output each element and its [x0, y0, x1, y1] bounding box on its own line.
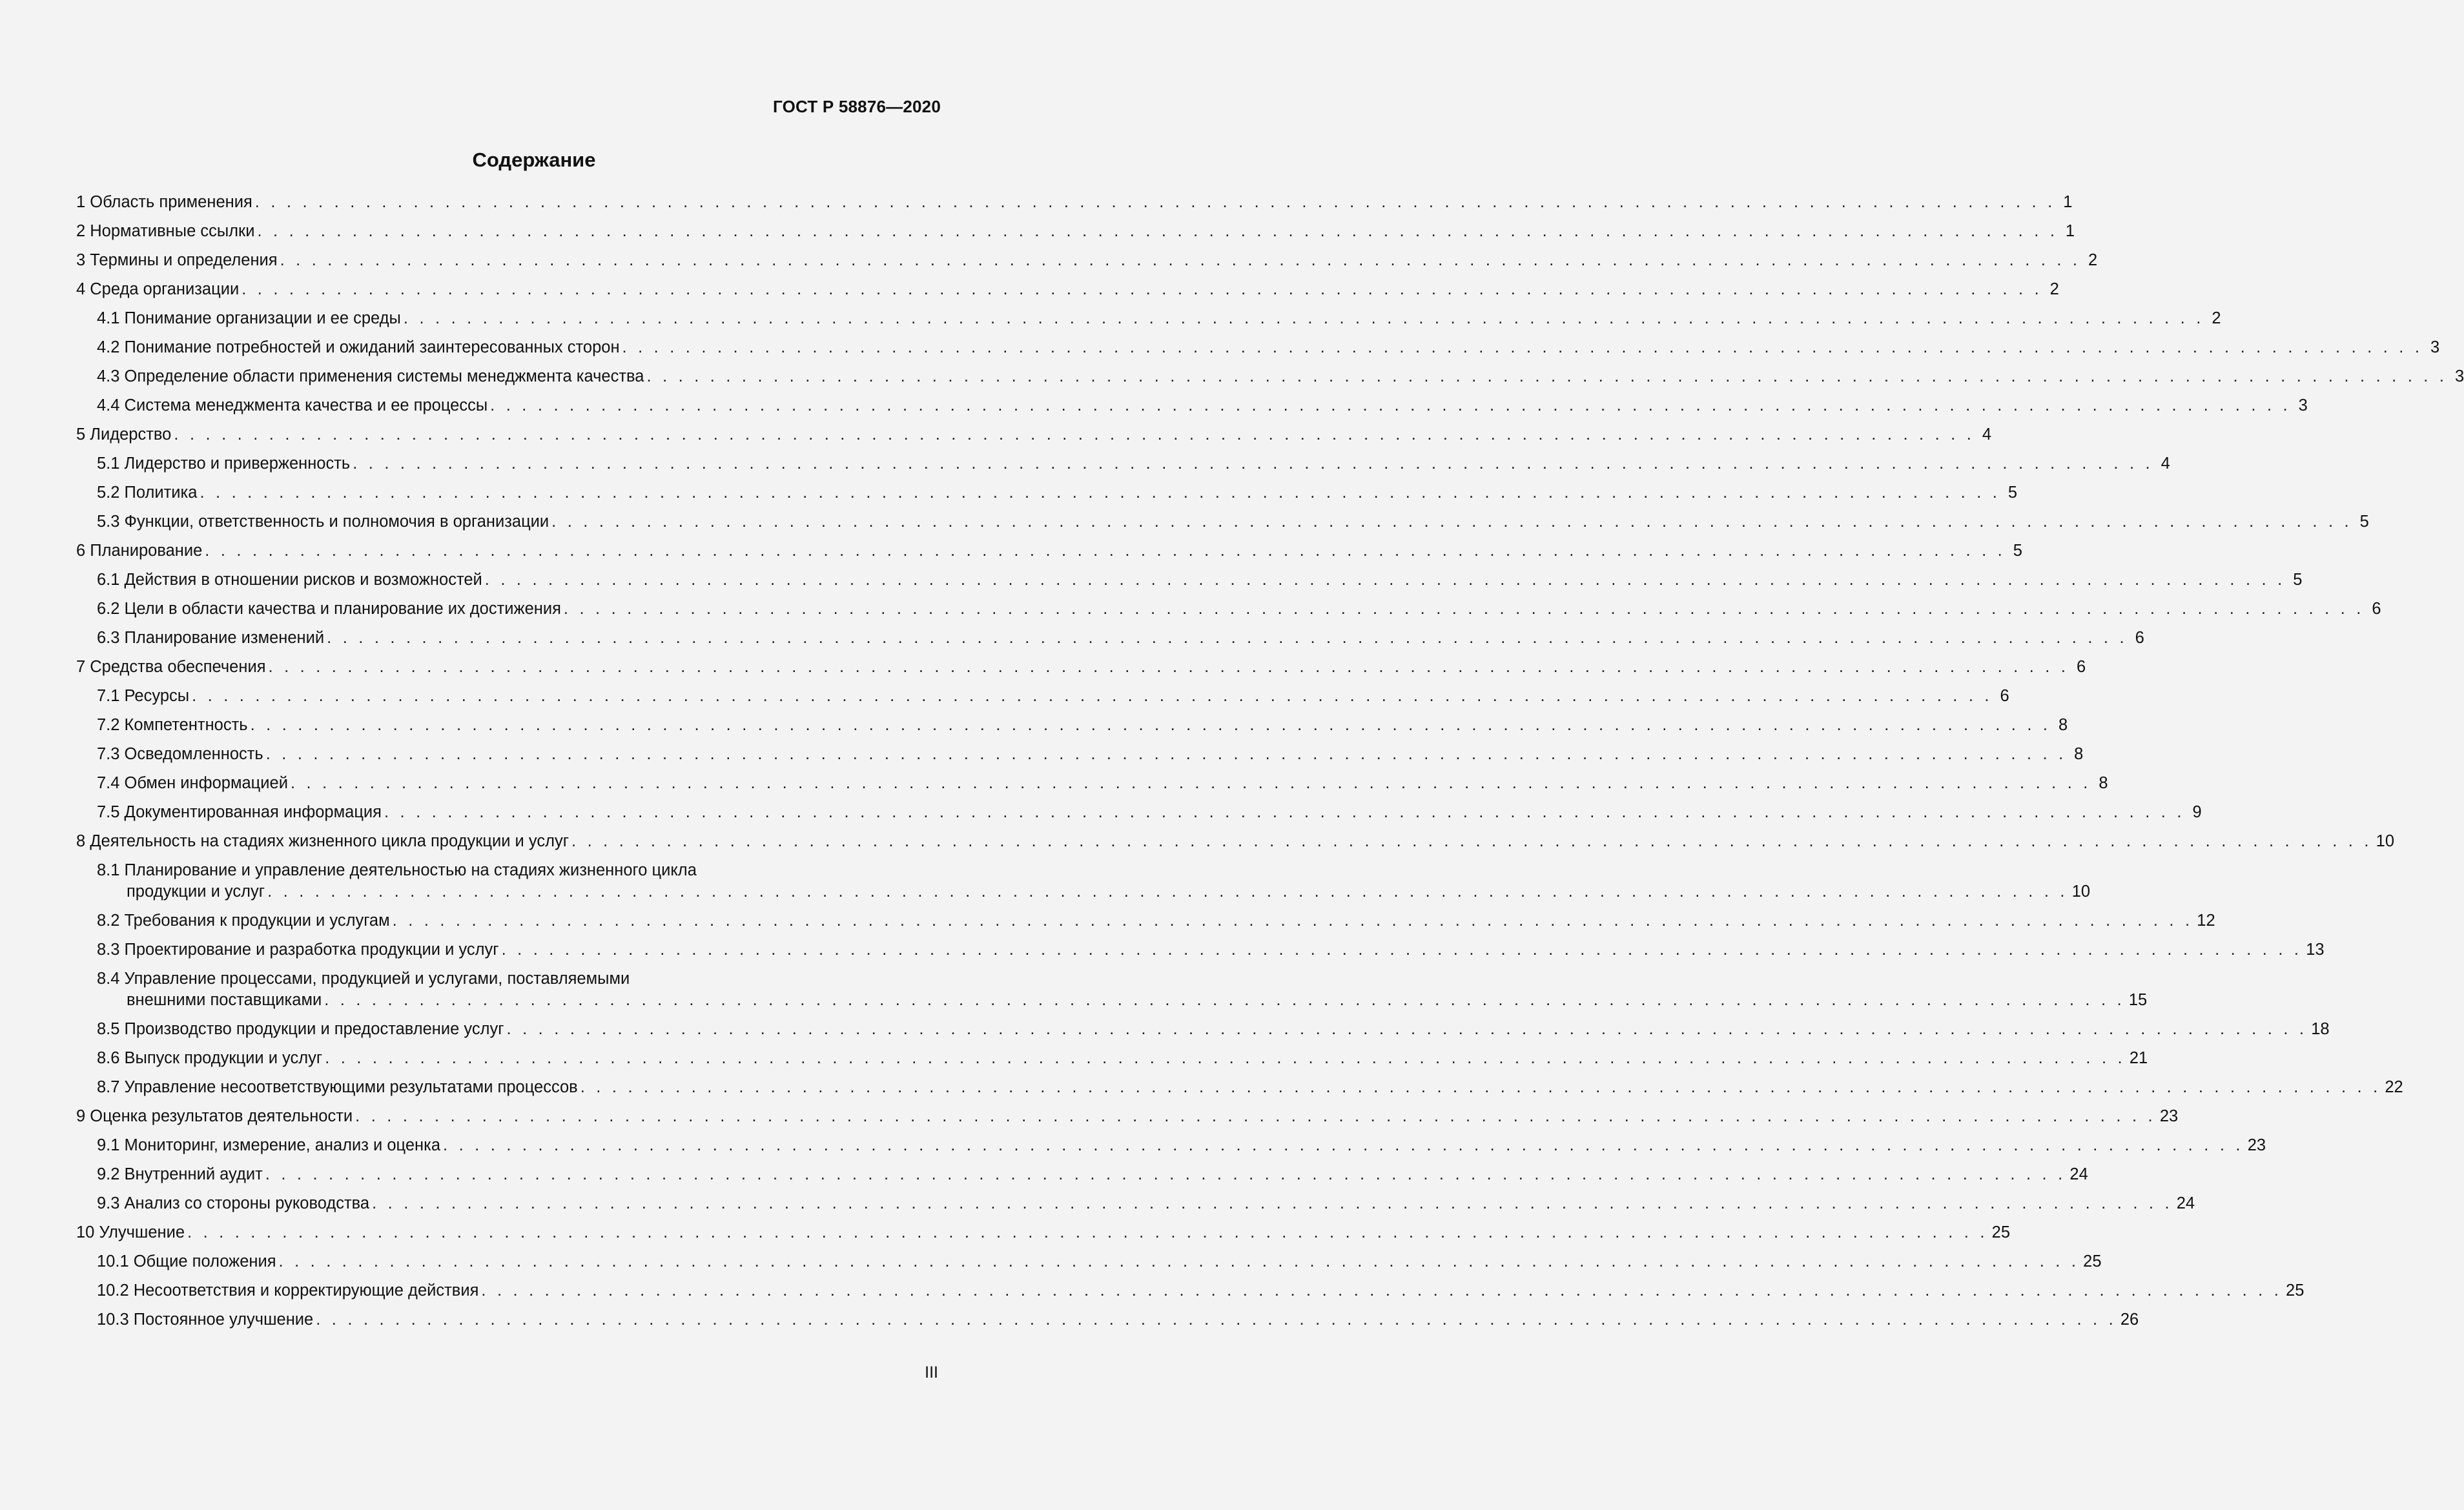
- toc-entry-title: 9.1 Мониторинг, измерение, анализ и оценка: [97, 1136, 441, 1154]
- toc-entry-page: 21: [2129, 1049, 2148, 1067]
- toc-entry-title: 8.1 Планирование и управление деятельностью на стадиях жизненного цикла: [97, 861, 697, 879]
- toc-entry-title: 5.2 Политика: [97, 484, 198, 502]
- dot-leader: . . . . . . . . . . . . . . . . . . . . . . . . . . . . . . . . . . . . . . . . . . . . . . . . . . . . . . . . . . . . . . . . . . . . . . . . . . . . . . . . . . . . . . . . . . . . . . . . . . . . . . . . . . . . . . . . . .: [267, 883, 2068, 901]
- dot-leader: . . . . . . . . . . . . . . . . . . . . . . . . . . . . . . . . . . . . . . . . . . . . . . . . . . . . . . . . . . . . . . . . . . . . . . . . . . . . . . . . . . . . . . . . . . . . . . . . . . . . . . . . . . . . . . . . . .: [257, 222, 2058, 240]
- dot-leader: . . . . . . . . . . . . . . . . . . . . . . . . . . . . . . . . . . . . . . . . . . . . . . . . . . . . . . . . . . . . . . . . . . . . . . . . . . . . . . . . . . . . . . . . . . . . . . . . . . . . . . . . . . . . . . . . . .: [192, 687, 1993, 705]
- dot-leader: . . . . . . . . . . . . . . . . . . . . . . . . . . . . . . . . . . . . . . . . . . . . . . . . . . . . . . . . . . . . . . . . . . . . . . . . . . . . . . . . . . . . . . . . . . . . . . . . . . . . . . . . . . . . . . . . . .: [353, 454, 2153, 473]
- toc-title: Содержание: [472, 148, 596, 171]
- dot-leader: . . . . . . . . . . . . . . . . . . . . . . . . . . . . . . . . . . . . . . . . . . . . . . . . . . . . . . . . . . . . . . . . . . . . . . . . . . . . . . . . . . . . . . . . . . . . . . . . . . . . . . . . . . . . . . . . . .: [563, 600, 2365, 618]
- dot-leader: . . . . . . . . . . . . . . . . . . . . . . . . . . . . . . . . . . . . . . . . . . . . . . . . . . . . . . . . . . . . . . . . . . . . . . . . . . . . . . . . . . . . . . . . . . . . . . . . . . . . . . . . . . . . . . . . . .: [174, 425, 1975, 444]
- toc-entry-title: 8.5 Производство продукции и предоставление услуг: [97, 1020, 504, 1038]
- dot-leader: . . . . . . . . . . . . . . . . . . . . . . . . . . . . . . . . . . . . . . . . . . . . . . . . . . . . . . . . . . . . . . . . . . . . . . . . . . . . . . . . . . . . . . . . . . . . . . . . . . . . . . . . . . . . . . . . . .: [187, 1223, 1988, 1241]
- dot-leader: . . . . . . . . . . . . . . . . . . . . . . . . . . . . . . . . . . . . . . . . . . . . . . . . . . . . . . . . . . . . . . . . . . . . . . . . . . . . . . . . . . . . . . . . . . . . . . . . . . . . . . . . . . . . . . . . . .: [241, 280, 2042, 298]
- dot-leader: . . . . . . . . . . . . . . . . . . . . . . . . . . . . . . . . . . . . . . . . . . . . . . . . . . . . . . . . . . . . . . . . . . . . . . . . . . . . . . . . . . . . . . . . . . . . . . . . . . . . . . . . . . . . . . . . . .: [316, 1311, 2117, 1329]
- toc-entry[interactable]: [76, 744, 2084, 765]
- dot-leader: . . . . . . . . . . . . . . . . . . . . . . . . . . . . . . . . . . . . . . . . . . . . . . . . . . . . . . . . . . . . . . . . . . . . . . . . . . . . . . . . . . . . . . . . . . . . . . . . . . . . . . . . . . . . . . . . . .: [268, 658, 2069, 676]
- toc-entry-page: 2: [2212, 309, 2221, 327]
- toc-entry[interactable]: [76, 831, 2395, 852]
- page-number: III: [925, 1363, 938, 1382]
- toc-entry[interactable]: [76, 424, 1992, 445]
- dot-leader: . . . . . . . . . . . . . . . . . . . . . . . . . . . . . . . . . . . . . . . . . . . . . . . . . . . . . . . . . . . . . . . . . . . . . . . . . . . . . . . . . . . . . . . . . . . . . . . . . . . . . . . . . . . . . . . . . .: [290, 774, 2091, 792]
- toc-entry-title: 4.1 Понимание организации и ее среды: [97, 309, 401, 327]
- toc-entry-title: 6 Планирование: [76, 542, 203, 560]
- dot-leader: . . . . . . . . . . . . . . . . . . . . . . . . . . . . . . . . . . . . . . . . . . . . . . . . . . . . . . . . . . . . . . . . . . . . . . . . . . . . . . . . . . . . . . . . . . . . . . . . . . . . . . . . . . . . . . . . . .: [355, 1107, 2156, 1125]
- toc-entry-page: 8: [2099, 774, 2108, 792]
- toc-entry-page: 1: [2065, 222, 2075, 240]
- toc-entry[interactable]: [76, 337, 2440, 358]
- toc-entry[interactable]: [76, 1135, 2266, 1156]
- toc-entry-page: 6: [2372, 600, 2381, 618]
- toc-entry-title-continuation: продукции и услуг: [127, 883, 265, 901]
- toc-entry-page: 2: [2049, 280, 2059, 298]
- toc-entry-page: 5: [2007, 484, 2018, 502]
- toc-entry-title: 7.2 Компетентность: [97, 716, 248, 734]
- toc-entry-page: 6: [2076, 658, 2086, 676]
- toc-entry-title: 10.3 Постоянное улучшение: [97, 1311, 314, 1329]
- toc-entry-page: 25: [2286, 1281, 2305, 1300]
- toc-entry-title: 2 Нормативные ссылки: [76, 222, 255, 240]
- dot-leader: . . . . . . . . . . . . . . . . . . . . . . . . . . . . . . . . . . . . . . . . . . . . . . . . . . . . . . . . . . . . . . . . . . . . . . . . . . . . . . . . . . . . . . . . . . . . . . . . . . . . . . . . . . . . . . . . . .: [484, 571, 2286, 589]
- toc-entry-title: 8.6 Выпуск продукции и услуг: [97, 1049, 323, 1067]
- toc-entry-title: 6.2 Цели в области качества и планирование их достижения: [97, 600, 561, 618]
- document-code: ГОСТ Р 58876—2020: [773, 97, 941, 116]
- toc-entry-title: 9.3 Анализ со стороны руководства: [97, 1194, 370, 1212]
- toc-entry-title: 5.3 Функции, ответственность и полномочия в организации: [97, 513, 549, 531]
- toc-entry[interactable]: [76, 395, 2308, 416]
- toc-entry-page: 23: [2247, 1136, 2266, 1154]
- toc-entry-page: 10: [2071, 883, 2091, 901]
- toc-entry[interactable]: [76, 308, 2221, 329]
- dot-leader: . . . . . . . . . . . . . . . . . . . . . . . . . . . . . . . . . . . . . . . . . . . . . . . . . . . . . . . . . . . . . . . . . . . . . . . . . . . . . . . . . . . . . . . . . . . . . . . . . . . . . . . . . . . . . . . . . .: [392, 912, 2193, 930]
- toc-entry-title: 10 Улучшение: [76, 1223, 185, 1241]
- toc-entry-page: 6: [2000, 687, 2009, 705]
- table-of-contents: [76, 192, 2464, 1338]
- toc-entry[interactable]: [76, 860, 2091, 903]
- dot-leader: . . . . . . . . . . . . . . . . . . . . . . . . . . . . . . . . . . . . . . . . . . . . . . . . . . . . . . . . . . . . . . . . . . . . . . . . . . . . . . . . . . . . . . . . . . . . . . . . . . . . . . . . . . . . . . . . . .: [324, 991, 2125, 1009]
- toc-entry[interactable]: [76, 366, 2464, 387]
- toc-entry-title: 7 Средства обеспечения: [76, 658, 266, 676]
- toc-entry[interactable]: [76, 773, 2108, 794]
- toc-entry[interactable]: [76, 192, 2073, 213]
- dot-leader: . . . . . . . . . . . . . . . . . . . . . . . . . . . . . . . . . . . . . . . . . . . . . . . . . . . . . . . . . . . . . . . . . . . . . . . . . . . . . . . . . . . . . . . . . . . . . . . . . . . . . . . . . . . . . . . . . .: [278, 1252, 2080, 1270]
- toc-entry-title: 4.2 Понимание потребностей и ожиданий заинтересованных сторон: [97, 338, 620, 356]
- toc-entry-title: 5.1 Лидерство и приверженность: [97, 454, 351, 473]
- toc-entry[interactable]: [76, 910, 2215, 932]
- dot-leader: . . . . . . . . . . . . . . . . . . . . . . . . . . . . . . . . . . . . . . . . . . . . . . . . . . . . . . . . . . . . . . . . . . . . . . . . . . . . . . . . . . . . . . . . . . . . . . . . . . . . . . . . . . . . . . . . . .: [372, 1194, 2173, 1212]
- toc-entry-page: 4: [2161, 454, 2170, 473]
- toc-entry[interactable]: [76, 1193, 2195, 1214]
- toc-entry-title: 8.4 Управление процессами, продукцией и услугами, поставляемыми: [97, 970, 630, 988]
- toc-entry-title: 8 Деятельность на стадиях жизненного цикла продукции и услуг: [76, 832, 570, 850]
- toc-entry-page: 9: [2192, 803, 2202, 821]
- dot-leader: . . . . . . . . . . . . . . . . . . . . . . . . . . . . . . . . . . . . . . . . . . . . . . . . . . . . . . . . . . . . . . . . . . . . . . . . . . . . . . . . . . . . . . . . . . . . . . . . . . . . . . . . . . . . . . . . . .: [265, 1165, 2066, 1183]
- toc-entry-title: 8.2 Требования к продукции и услугам: [97, 912, 390, 930]
- toc-entry[interactable]: [76, 715, 2068, 736]
- toc-entry-page: 2: [2088, 251, 2098, 269]
- toc-entry[interactable]: [76, 627, 2144, 649]
- toc-entry-page: 5: [2293, 571, 2303, 589]
- toc-entry-page: 25: [1991, 1223, 2011, 1241]
- toc-entry[interactable]: [76, 657, 2086, 678]
- toc-entry-page: 13: [2306, 941, 2325, 959]
- toc-entry[interactable]: [76, 598, 2381, 620]
- toc-entry[interactable]: [76, 569, 2303, 591]
- toc-entry-page: 18: [2311, 1020, 2330, 1038]
- dot-leader: . . . . . . . . . . . . . . . . . . . . . . . . . . . . . . . . . . . . . . . . . . . . . . . . . . . . . . . . . . . . . . . . . . . . . . . . . . . . . . . . . . . . . . . . . . . . . . . . . . . . . . . . . . . . . . . . . .: [622, 338, 2423, 356]
- toc-entry-page: 24: [2176, 1194, 2195, 1212]
- toc-entry-title: 10.1 Общие положения: [97, 1252, 276, 1270]
- toc-entry-page: 6: [2135, 629, 2144, 647]
- toc-entry-title-continuation: внешними поставщиками: [127, 991, 322, 1009]
- toc-entry-page: 4: [1982, 425, 1992, 444]
- toc-entry-title: 8.3 Проектирование и разработка продукции и услуг: [97, 941, 499, 959]
- dot-leader: . . . . . . . . . . . . . . . . . . . . . . . . . . . . . . . . . . . . . . . . . . . . . . . . . . . . . . . . . . . . . . . . . . . . . . . . . . . . . . . . . . . . . . . . . . . . . . . . . . . . . . . . . . . . . . . . . .: [280, 251, 2081, 269]
- dot-leader: . . . . . . . . . . . . . . . . . . . . . . . . . . . . . . . . . . . . . . . . . . . . . . . . . . . . . . . . . . . . . . . . . . . . . . . . . . . . . . . . . . . . . . . . . . . . . . . . . . . . . . . . . . . . . . . . . .: [580, 1078, 2381, 1096]
- toc-entry-title: 8.7 Управление несоответствующими результатами процессов: [97, 1078, 578, 1096]
- toc-entry-page: 25: [2083, 1252, 2102, 1270]
- toc-entry[interactable]: [76, 1048, 2148, 1069]
- toc-entry-page: 26: [2120, 1311, 2139, 1329]
- toc-entry-page: 3: [2298, 396, 2308, 414]
- dot-leader: . . . . . . . . . . . . . . . . . . . . . . . . . . . . . . . . . . . . . . . . . . . . . . . . . . . . . . . . . . . . . . . . . . . . . . . . . . . . . . . . . . . . . . . . . . . . . . . . . . . . . . . . . . . . . . . . . .: [551, 513, 2352, 531]
- toc-entry[interactable]: [76, 1280, 2305, 1301]
- dot-leader: . . . . . . . . . . . . . . . . . . . . . . . . . . . . . . . . . . . . . . . . . . . . . . . . . . . . . . . . . . . . . . . . . . . . . . . . . . . . . . . . . . . . . . . . . . . . . . . . . . . . . . . . . . . . . . . . . .: [403, 309, 2204, 327]
- dot-leader: . . . . . . . . . . . . . . . . . . . . . . . . . . . . . . . . . . . . . . . . . . . . . . . . . . . . . . . . . . . . . . . . . . . . . . . . . . . . . . . . . . . . . . . . . . . . . . . . . . . . . . . . . . . . . . . . . .: [506, 1020, 2308, 1038]
- toc-entry-page: 3: [2454, 367, 2464, 385]
- dot-leader: . . . . . . . . . . . . . . . . . . . . . . . . . . . . . . . . . . . . . . . . . . . . . . . . . . . . . . . . . . . . . . . . . . . . . . . . . . . . . . . . . . . . . . . . . . . . . . . . . . . . . . . . . . . . . . . . . .: [443, 1136, 2244, 1154]
- toc-entry[interactable]: [76, 221, 2075, 242]
- toc-entry[interactable]: [76, 482, 2018, 504]
- toc-entry-title: 4.3 Определение области применения системы менеджмента качества: [97, 367, 644, 385]
- toc-entry[interactable]: [76, 939, 2325, 961]
- dot-leader: . . . . . . . . . . . . . . . . . . . . . . . . . . . . . . . . . . . . . . . . . . . . . . . . . . . . . . . . . . . . . . . . . . . . . . . . . . . . . . . . . . . . . . . . . . . . . . . . . . . . . . . . . . . . . . . . . .: [490, 396, 2291, 414]
- toc-entry[interactable]: [76, 279, 2059, 300]
- toc-entry-title: 7.1 Ресурсы: [97, 687, 190, 705]
- toc-entry-title: 7.3 Осведомленность: [97, 745, 263, 763]
- toc-entry-title: 4.4 Система менеджмента качества и ее процессы: [97, 396, 488, 414]
- toc-entry-title: 9.2 Внутренний аудит: [97, 1165, 263, 1183]
- toc-entry-page: 3: [2430, 338, 2440, 356]
- dot-leader: . . . . . . . . . . . . . . . . . . . . . . . . . . . . . . . . . . . . . . . . . . . . . . . . . . . . . . . . . . . . . . . . . . . . . . . . . . . . . . . . . . . . . . . . . . . . . . . . . . . . . . . . . . . . . . . . . .: [265, 745, 2067, 763]
- toc-entry-page: 23: [2159, 1107, 2179, 1125]
- toc-entry[interactable]: [76, 686, 2009, 707]
- dot-leader: . . . . . . . . . . . . . . . . . . . . . . . . . . . . . . . . . . . . . . . . . . . . . . . . . . . . . . . . . . . . . . . . . . . . . . . . . . . . . . . . . . . . . . . . . . . . . . . . . . . . . . . . . . . . . . . . . .: [646, 367, 2448, 385]
- toc-entry-page: 8: [2058, 716, 2068, 734]
- dot-leader: . . . . . . . . . . . . . . . . . . . . . . . . . . . . . . . . . . . . . . . . . . . . . . . . . . . . . . . . . . . . . . . . . . . . . . . . . . . . . . . . . . . . . . . . . . . . . . . . . . . . . . . . . . . . . . . . . .: [205, 542, 2006, 560]
- dot-leader: . . . . . . . . . . . . . . . . . . . . . . . . . . . . . . . . . . . . . . . . . . . . . . . . . . . . . . . . . . . . . . . . . . . . . . . . . . . . . . . . . . . . . . . . . . . . . . . . . . . . . . . . . . . . . . . . . .: [250, 716, 2051, 734]
- toc-entry[interactable]: [76, 1106, 2179, 1127]
- toc-entry-page: 12: [2197, 912, 2215, 930]
- toc-entry[interactable]: [76, 1077, 2403, 1098]
- toc-entry[interactable]: [76, 1019, 2330, 1040]
- toc-entry[interactable]: [76, 1164, 2088, 1185]
- toc-entry-page: 5: [2013, 542, 2022, 560]
- toc-entry-page: 24: [2069, 1165, 2088, 1183]
- toc-entry-title: 6.3 Планирование изменений: [97, 629, 325, 647]
- toc-entry[interactable]: [76, 453, 2170, 474]
- dot-leader: . . . . . . . . . . . . . . . . . . . . . . . . . . . . . . . . . . . . . . . . . . . . . . . . . . . . . . . . . . . . . . . . . . . . . . . . . . . . . . . . . . . . . . . . . . . . . . . . . . . . . . . . . . . . . . . . . .: [501, 941, 2303, 959]
- toc-entry[interactable]: [76, 1309, 2139, 1331]
- toc-entry-title: 5 Лидерство: [76, 425, 172, 444]
- toc-entry-page: 8: [2074, 745, 2084, 763]
- toc-entry[interactable]: [76, 1222, 2011, 1243]
- toc-entry-title: 1 Область применения: [76, 193, 252, 211]
- toc-entry-title: 6.1 Действия в отношении рисков и возможностей: [97, 571, 482, 589]
- toc-entry[interactable]: [76, 250, 2098, 271]
- dot-leader: . . . . . . . . . . . . . . . . . . . . . . . . . . . . . . . . . . . . . . . . . . . . . . . . . . . . . . . . . . . . . . . . . . . . . . . . . . . . . . . . . . . . . . . . . . . . . . . . . . . . . . . . . . . . . . . . . .: [571, 832, 2372, 850]
- toc-entry[interactable]: [76, 511, 2369, 533]
- toc-entry-title: 10.2 Несоответствия и корректирующие действия: [97, 1281, 479, 1300]
- toc-entry-title: 3 Термины и определения: [76, 251, 278, 269]
- toc-entry-page: 5: [2359, 513, 2369, 531]
- toc-entry-title: 4 Среда организации: [76, 280, 240, 298]
- toc-entry-title: 7.5 Документированная информация: [97, 803, 382, 821]
- toc-entry-page: 22: [2385, 1078, 2403, 1096]
- toc-entry-title: 7.4 Обмен информацией: [97, 774, 288, 792]
- toc-entry[interactable]: [76, 802, 2202, 823]
- dot-leader: . . . . . . . . . . . . . . . . . . . . . . . . . . . . . . . . . . . . . . . . . . . . . . . . . . . . . . . . . . . . . . . . . . . . . . . . . . . . . . . . . . . . . . . . . . . . . . . . . . . . . . . . . . . . . . . . . .: [481, 1281, 2283, 1300]
- dot-leader: . . . . . . . . . . . . . . . . . . . . . . . . . . . . . . . . . . . . . . . . . . . . . . . . . . . . . . . . . . . . . . . . . . . . . . . . . . . . . . . . . . . . . . . . . . . . . . . . . . . . . . . . . . . . . . . . . .: [254, 193, 2056, 211]
- dot-leader: . . . . . . . . . . . . . . . . . . . . . . . . . . . . . . . . . . . . . . . . . . . . . . . . . . . . . . . . . . . . . . . . . . . . . . . . . . . . . . . . . . . . . . . . . . . . . . . . . . . . . . . . . . . . . . . . . .: [325, 1049, 2126, 1067]
- toc-entry-page: 10: [2376, 832, 2395, 850]
- toc-entry-page: 1: [2063, 193, 2073, 211]
- dot-leader: . . . . . . . . . . . . . . . . . . . . . . . . . . . . . . . . . . . . . . . . . . . . . . . . . . . . . . . . . . . . . . . . . . . . . . . . . . . . . . . . . . . . . . . . . . . . . . . . . . . . . . . . . . . . . . . . . .: [200, 484, 2001, 502]
- toc-entry[interactable]: [76, 540, 2022, 562]
- dot-leader: . . . . . . . . . . . . . . . . . . . . . . . . . . . . . . . . . . . . . . . . . . . . . . . . . . . . . . . . . . . . . . . . . . . . . . . . . . . . . . . . . . . . . . . . . . . . . . . . . . . . . . . . . . . . . . . . . .: [327, 629, 2128, 647]
- dot-leader: . . . . . . . . . . . . . . . . . . . . . . . . . . . . . . . . . . . . . . . . . . . . . . . . . . . . . . . . . . . . . . . . . . . . . . . . . . . . . . . . . . . . . . . . . . . . . . . . . . . . . . . . . . . . . . . . . .: [384, 803, 2185, 821]
- toc-entry-title: 9 Оценка результатов деятельности: [76, 1107, 353, 1125]
- toc-entry[interactable]: [76, 968, 2148, 1011]
- toc-entry-page: 15: [2128, 991, 2148, 1009]
- toc-entry[interactable]: [76, 1251, 2102, 1272]
